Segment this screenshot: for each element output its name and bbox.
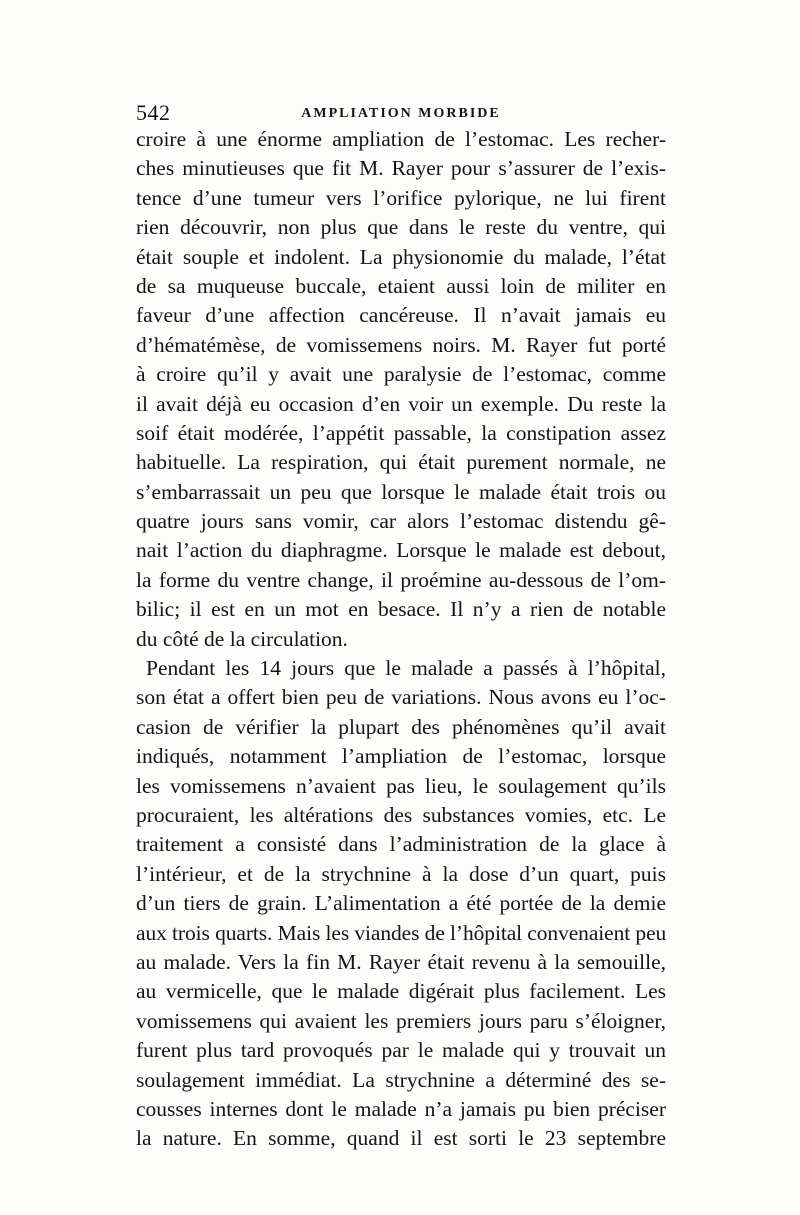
text-line: aux trois quarts. Mais les viandes de l’hôpital convenaient peu [136, 920, 667, 945]
page-number: 542 [136, 100, 171, 125]
text-line: son état a offert bien peu de variations. Nous avons eu l’oc- [136, 685, 666, 710]
text-line: procuraient, les altérations des substances vomies, etc. Le [136, 802, 666, 827]
text-line: au malade. Vers la fin M. Rayer était revenu à la semouille, [136, 949, 666, 974]
paragraph-start-line: Pendant les 14 jours que le malade a passés à l’hôpital, [146, 656, 666, 681]
text-line: soulagement immédiat. La strychnine a déterminé des se- [136, 1067, 666, 1092]
text-line: était souple et indolent. La physionomie du malade, l’état [136, 244, 666, 269]
text-line: au vermicelle, que le malade digérait plus facilement. Les [136, 979, 666, 1004]
text-line: indiqués, notamment l’ampliation de l’estomac, lorsque [136, 744, 666, 769]
text-line: s’embarrassait un peu que lorsque le malade était trois ou [136, 479, 666, 504]
text-line: soif était modérée, l’appétit passable, la constipation assez [136, 420, 666, 445]
text-line: d’un tiers de grain. L’alimentation a été portée de la demie [136, 891, 666, 916]
text-line: l’intérieur, et de la strychnine à la dose d’un quart, puis [136, 861, 666, 886]
text-line: cousses internes dont le malade n’a jamais pu bien préciser [136, 1096, 666, 1121]
text-line: furent plus tard provoqués par le malade qui y trouvait un [136, 1038, 666, 1063]
text-line: vomissemens qui avaient les premiers jours paru s’éloigner, [136, 1008, 666, 1033]
text-line: la nature. En somme, quand il est sorti le 23 septembre [136, 1126, 666, 1151]
text-line: casion de vérifier la plupart des phénomènes qu’il avait [136, 714, 666, 739]
text-line: à croire qu’il y avait une paralysie de l’estomac, comme [136, 362, 666, 387]
text-line: bilic; il est en un mot en besace. Il n’y a rien de notable [136, 597, 666, 622]
text-line: habituelle. La respiration, qui était purement normale, ne [136, 450, 666, 475]
text-line: nait l’action du diaphragme. Lorsque le malade est debout, [136, 538, 666, 563]
paragraph-end-line: du côté de la circulation. [136, 626, 348, 651]
text-line: quatre jours sans vomir, car alors l’estomac distendu gê- [136, 509, 666, 534]
text-line: la forme du ventre change, il proémine au-dessous de l’om- [136, 567, 666, 592]
text-line: ches minutieuses que fit M. Rayer pour s’assurer de l’exis- [136, 156, 666, 181]
text-line: faveur d’une affection cancéreuse. Il n’avait jamais eu [136, 303, 666, 328]
text-line: d’hématémèse, de vomissemens noirs. M. Rayer fut porté [136, 332, 666, 357]
text-line: rien découvrir, non plus que dans le reste du ventre, qui [136, 215, 666, 240]
text-line: de sa muqueuse buccale, etaient aussi loin de militer en [136, 273, 666, 298]
text-line: traitement a consisté dans l’administration de la glace à [136, 832, 666, 857]
body-text [136, 125, 666, 1154]
text-line: croire à une énorme ampliation de l’estomac. Les recher- [136, 127, 666, 151]
running-title: AMPLIATION MORBIDE [301, 106, 501, 121]
text-line: il avait déjà eu occasion d’en voir un exemple. Du reste la [136, 391, 666, 416]
text-line: les vomissemens n’avaient pas lieu, le soulagement qu’ils [136, 773, 666, 798]
text-line: tence d’une tumeur vers l’orifice pylorique, ne lui firent [136, 185, 666, 210]
